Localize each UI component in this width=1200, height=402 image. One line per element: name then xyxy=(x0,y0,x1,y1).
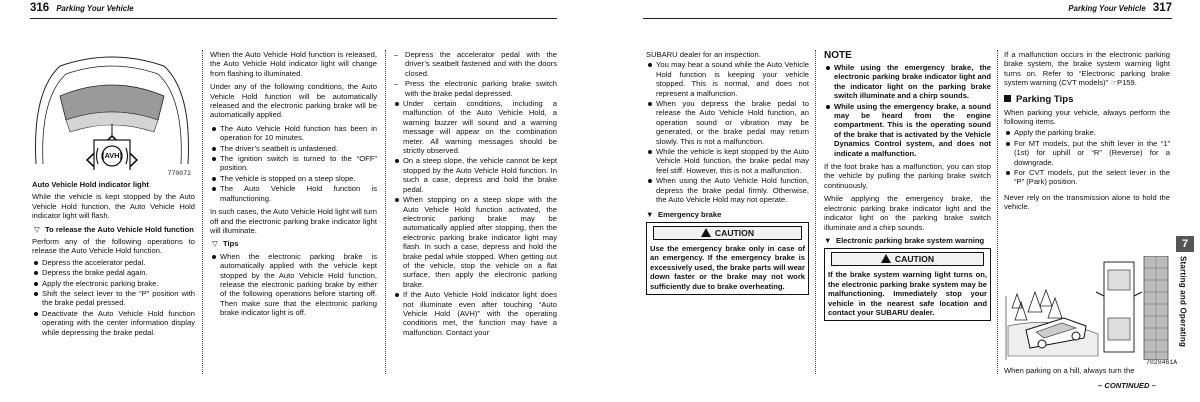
column-divider xyxy=(202,50,203,374)
paragraph: When the Auto Vehicle Hold function is released, the Auto Vehicle Hold indicator light will change from flashing to illuminated. xyxy=(210,50,377,78)
column-divider xyxy=(385,50,386,374)
column-divider xyxy=(997,50,998,374)
left-page-title: Parking Your Vehicle xyxy=(56,4,134,13)
avh-indicator-figure xyxy=(30,52,195,177)
right-page-title: Parking Your Vehicle xyxy=(1068,4,1146,13)
list-item: On a steep slope, the vehicle cannot be kept stopped by the Auto Vehicle Hold function. In such a case, depress and hold the brake pedal. xyxy=(393,156,557,194)
list-item: When stopping on a steep slope with the Auto Vehicle Hold function activated, the electronic parking brake may be automatically applied after stopping, then the electronic parking brake indicator light may flash. In such a case, depress and hold the brake pedal while stopped. When getting out of the vehicle, stop the vehicle on a flat surface, then apply the electronic parking brake. xyxy=(393,195,557,289)
paragraph: When parking on a hill, always turn the xyxy=(1004,366,1135,375)
column-3 xyxy=(393,50,557,338)
chapter-tab-label: Starting and Operating xyxy=(1178,256,1188,348)
list-item: When the electronic parking brake is automatically applied with the vehicle kept stopped by the Auto Vehicle Hold function, release the electronic parking brake by either of the following operations before starting off. Then make sure that the electronic parking brake indicator light is off. xyxy=(210,252,377,318)
caution-header: CAUTION xyxy=(831,252,984,266)
paragraph: While the vehicle is kept stopped by the Auto Vehicle Hold function, the Auto Vehicle Hold indicator light will flash. xyxy=(32,192,195,221)
left-header-rule xyxy=(30,18,557,19)
list-item: – Press the electronic parking brake switch with the brake pedal depressed. xyxy=(393,79,557,98)
triangle-bullet-icon: ▼ xyxy=(646,209,654,219)
continued-label: – CONTINUED – xyxy=(1098,381,1156,390)
figure-code: 7020461A xyxy=(1146,358,1178,366)
release-heading: ▽ To release the Auto Vehicle Hold function xyxy=(34,224,194,234)
parking-tips-heading: Parking Tips xyxy=(1004,94,1170,106)
avh-notes-list xyxy=(646,60,809,204)
figure-caption: Auto Vehicle Hold indicator light xyxy=(32,180,149,189)
tips-list xyxy=(210,252,377,318)
list-item: For MT models, put the shift lever in the “1” (1st) for uphill or “R” (Reverse) for a downgrade. xyxy=(1004,139,1170,167)
paragraph: Under any of the following conditions, the Auto Vehicle Hold function will be automatically released and the electronic parking brake will be automatically applied. xyxy=(210,82,377,120)
left-page-header xyxy=(30,0,134,16)
emergency-brake-heading: ▼ Emergency brake xyxy=(646,209,722,219)
figure-code: 770072 xyxy=(167,169,191,177)
paragraph: Never rely on the transmission alone to hold the vehicle. xyxy=(1004,192,1170,212)
right-page-number: 317 xyxy=(1152,2,1172,14)
release-list xyxy=(32,258,195,337)
column-6-bottom xyxy=(1004,366,1170,375)
triangle-marker-icon: ▽ xyxy=(34,224,40,234)
list-item: Depress the brake pedal again. xyxy=(32,268,195,277)
triangle-bullet-icon: ▼ xyxy=(824,235,832,245)
triangle-marker-icon: ▽ xyxy=(212,239,218,249)
list-item: While the vehicle is kept stopped by the Auto Vehicle Hold function, the brake pedal may feel stiff. However, this is not a malfunction. xyxy=(646,147,809,175)
note-list xyxy=(824,63,991,158)
right-page-header xyxy=(1068,0,1172,16)
list-item: For CVT models, put the select lever in the “P” (Park) position. xyxy=(1004,168,1170,187)
left-page-number: 316 xyxy=(30,2,50,14)
caution-box xyxy=(824,248,991,321)
list-item: The Auto Vehicle Hold function is malfunctioning. xyxy=(210,184,377,203)
list-item: While using the emergency brake, a sound may be heard from the engine compartment. This is the operating sound of the brake that is activated by the Vehicle Dynamics Control system, and does not indicate a malfunction. xyxy=(824,102,991,158)
column-1 xyxy=(32,180,195,338)
hill-parking-figure xyxy=(1004,256,1178,366)
cautions-list xyxy=(393,99,557,337)
parking-tips-list xyxy=(1004,128,1170,186)
right-header-rule xyxy=(643,18,1172,19)
list-item: Apply the electronic parking brake. xyxy=(32,279,195,288)
list-item: The Auto Vehicle Hold function has been in operation for 10 minutes. xyxy=(210,124,377,143)
list-item: Shift the select lever to the “P” position with the brake pedal pressed. xyxy=(32,289,195,308)
list-item: While using the emergency brake, the electronic parking brake indicator light and the indicator light on the parking brake switch illuminate and a chirp sounds. xyxy=(824,63,991,101)
caution-text: If the brake system warning light turns on, the electronic parking brake system may be malfunctioning. Immediately stop your vehicle in the nearest safe location and contact your SUBARU dealer. xyxy=(828,270,987,317)
list-item: Apply the parking brake. xyxy=(1004,128,1170,137)
column-divider xyxy=(815,50,816,374)
column-6 xyxy=(1004,50,1170,216)
list-item: If the Auto Vehicle Hold indicator light does not illuminate even after touching “Auto Vehicle Hold (AVH)” with the operating conditions met, the function may have a malfunction. Contact your xyxy=(393,290,557,337)
paragraph: SUBARU dealer for an inspection. xyxy=(646,50,761,59)
paragraph: Perform any of the following operations to release the Auto Vehicle Hold function. xyxy=(32,237,195,256)
warning-icon xyxy=(881,254,891,263)
caution-header: CAUTION xyxy=(653,226,802,240)
note-heading: NOTE xyxy=(824,50,852,61)
list-item: Deactivate the Auto Vehicle Hold function operating with the center information display while depressing the brake pedal. xyxy=(32,309,195,337)
hill-parking-illustration xyxy=(1004,256,1170,360)
tips-heading: ▽ Tips xyxy=(212,239,239,249)
paragraph: If the foot brake has a malfunction, you can stop the vehicle by pulling the parking brake switch continuously. xyxy=(824,162,991,190)
list-item: When you depress the brake pedal to release the Auto Vehicle Hold function, an operation sound or vibration may be generated, or the brake pedal may return slowly. This is not a malfunction. xyxy=(646,99,809,146)
caution-box xyxy=(646,222,809,295)
list-item: When using the Auto Vehicle Hold function, depress the brake pedal firmly. Otherwise, the Auto Vehicle Hold may not operate. xyxy=(646,176,809,204)
list-item: You may hear a sound while the Auto Vehicle Hold function is keeping your vehicle stopped. This is normal, and does not represent a malfunction. xyxy=(646,60,809,98)
paragraph: When parking your vehicle, always perform the following items. xyxy=(1004,107,1170,127)
epb-warning-heading: ▼ Electronic parking brake system warning xyxy=(824,235,985,245)
paragraph: In such cases, the Auto Vehicle Hold light will turn off and the electronic parking brake indicator light will illuminate. xyxy=(210,207,377,235)
avh-indicator-label: (AVH) xyxy=(102,151,122,160)
column-4 xyxy=(646,50,809,295)
square-bullet-icon xyxy=(1004,95,1011,102)
paragraph: If a malfunction occurs in the electronic parking brake system, the brake system warning light turns on. Refer to “Electronic parking brake system warning (CVT models)” ☞P159. xyxy=(1004,50,1170,88)
paragraph: While applying the emergency brake, the electronic parking brake indicator light and the indicator light on the parking brake switch illuminate and a chirp sounds. xyxy=(824,194,991,232)
list-item: The driver’s seatbelt is unfastened. xyxy=(210,144,377,153)
chapter-tab: 7 xyxy=(1176,236,1194,252)
list-item: The vehicle is stopped on a steep slope. xyxy=(210,174,377,183)
caution-text: Use the emergency brake only in case of an emergency. If the emergency brake is excessively used, the brake parts will wear down faster or the brake may not work sufficiently due to brake overheating. xyxy=(650,243,805,291)
warning-icon xyxy=(701,228,711,237)
list-item: Depress the accelerator pedal. xyxy=(32,258,195,267)
column-2 xyxy=(210,50,377,319)
auto-release-conditions-list xyxy=(210,124,377,203)
list-item: – Depress the accelerator pedal with the driver’s seatbelt fastened and with the doors closed. xyxy=(393,50,557,78)
release-operations-list xyxy=(393,50,557,98)
column-5 xyxy=(824,50,991,321)
list-item: Under certain conditions, including a malfunction of the Auto Vehicle Hold, a warning buzzer will sound and a warning message will appear on the combination meter. All warning messages should be strictly observed. xyxy=(393,99,557,155)
list-item: The ignition switch is turned to the “OFF” position. xyxy=(210,154,377,173)
